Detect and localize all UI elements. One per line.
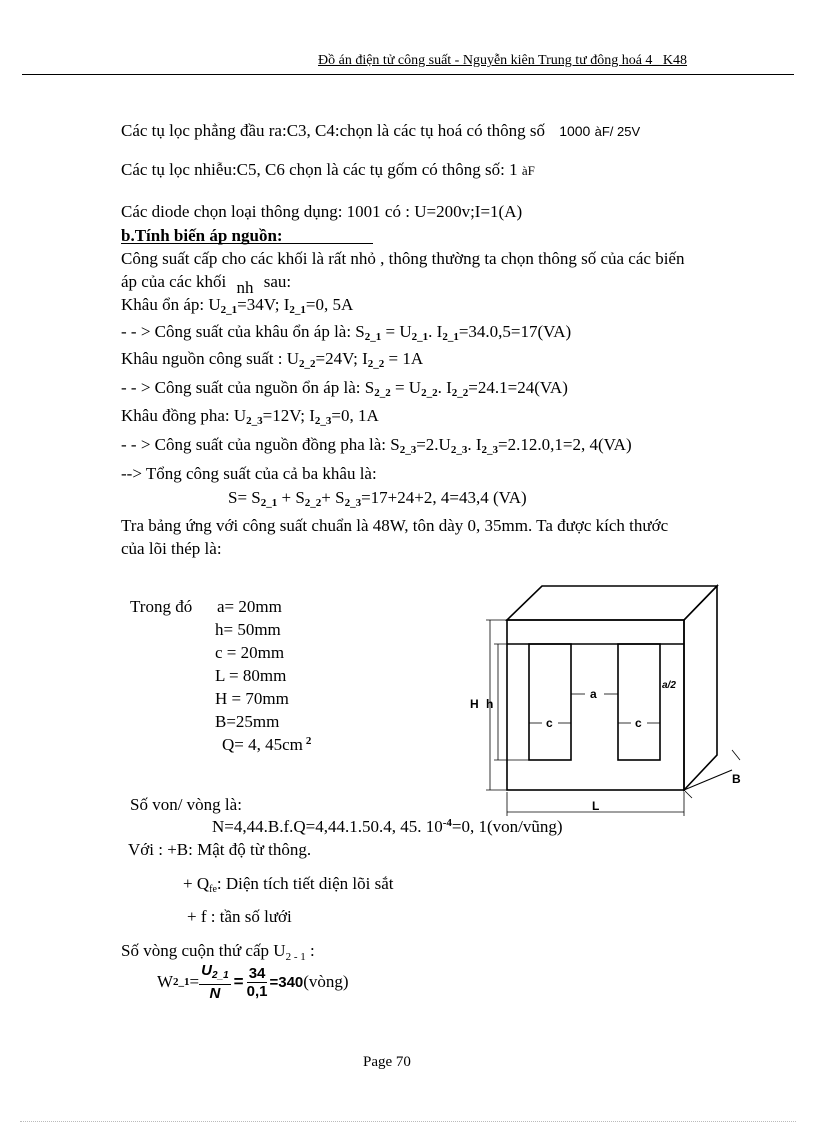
core-window-right xyxy=(618,644,660,760)
stage-regulator-i: =34V; I xyxy=(237,295,290,314)
text: =34.0,5=17(VA) xyxy=(458,322,572,341)
text: Khâu đồng pha: U xyxy=(121,406,247,425)
eq-sign-3: = xyxy=(269,973,279,991)
text: . I xyxy=(437,378,452,397)
stage-regulator-power xyxy=(121,322,571,343)
secondary-turns-sub: 2 - 1 xyxy=(285,951,306,963)
param-intro: Trong đó xyxy=(130,597,193,616)
text: =12V; I xyxy=(262,406,315,425)
text: . I xyxy=(428,322,443,341)
eq-result: 340 xyxy=(278,973,304,991)
page-number: Page 70 xyxy=(363,1054,411,1070)
frac2-num: 34 xyxy=(247,965,268,983)
text: =24V; I xyxy=(315,349,368,368)
core-window-left xyxy=(529,644,571,760)
secondary-turns-heading xyxy=(121,941,315,963)
fig-label-B: B xyxy=(732,772,741,786)
line-output-caps xyxy=(121,121,640,141)
eq-sign-2: = xyxy=(233,972,244,991)
param-L: L = 80mm xyxy=(215,666,287,685)
frac2-den: 0,1 xyxy=(246,982,268,1000)
sub: 2_3 xyxy=(344,497,362,509)
text: =2.U xyxy=(416,435,451,454)
eq-sign: = xyxy=(189,972,200,991)
where-Q-symbol: + Q xyxy=(183,874,210,893)
fraction-U-over-N xyxy=(199,962,231,1002)
text: - - > Công suất của nguồn ổn áp là: S xyxy=(121,378,375,397)
where-f: + f : tần số lưới xyxy=(187,907,292,926)
formula-N-exp: -4 xyxy=(442,817,452,829)
sub: 2_3 xyxy=(246,415,263,427)
sub: 2_1 xyxy=(220,304,238,316)
fig-label-L: L xyxy=(592,799,600,813)
fraction-34-over-01 xyxy=(247,965,268,1000)
para-power-2 xyxy=(121,272,292,297)
fig-label-a-half: a/2 xyxy=(662,680,676,691)
sub: 2_2 xyxy=(421,387,438,399)
core-depth-line xyxy=(684,770,732,790)
header-rule xyxy=(22,74,794,75)
eq-W: W xyxy=(157,972,174,991)
text: = 1A xyxy=(384,349,424,368)
output-caps-unit: àF/ 25V xyxy=(594,124,641,139)
text: - - > Công suất của nguồn đồng pha là: S xyxy=(121,435,400,454)
turns-equation xyxy=(157,962,349,1002)
table-lookup-2: của lõi thép là: xyxy=(121,539,222,558)
where-Q-text: : Diện tích tiết diện lõi sắt xyxy=(216,874,394,893)
core-side-face xyxy=(684,586,717,790)
text: =17+24+2, 4=43,4 (VA) xyxy=(361,488,527,507)
param-Q-sup: 2 xyxy=(305,735,312,747)
stage-regulator-ival: =0, 5A xyxy=(305,295,354,314)
sub: 2_1 xyxy=(364,331,382,343)
sub: 2_2 xyxy=(374,387,391,399)
section-heading: b.Tính biến áp nguồn: xyxy=(121,226,283,245)
core-front-face xyxy=(507,620,684,790)
output-caps-value: 1000 xyxy=(559,123,591,139)
total-sum xyxy=(228,488,527,509)
sub: 2_3 xyxy=(314,415,332,427)
eq-W-sub: 2_1 xyxy=(173,976,190,988)
fig-label-c-right: c xyxy=(635,716,642,730)
param-Q xyxy=(222,735,311,755)
frac-num-U: U xyxy=(201,962,212,979)
sub: 2_2 xyxy=(299,358,316,370)
param-Q-value: Q= 4, 45cm xyxy=(222,735,303,754)
formula-N-result: =0, 1(von/vũng) xyxy=(451,817,563,836)
volts-per-turn-formula xyxy=(212,817,563,837)
param-a: a= 20mm xyxy=(217,597,282,616)
text: =0, 1A xyxy=(331,406,379,425)
table-lookup-1: Tra bảng ứng với công suất chuẩn là 48W, tôn dày 0, 35mm. Ta được kích thước xyxy=(121,516,669,535)
secondary-turns-colon: : xyxy=(305,941,315,960)
eq-unit: (vòng) xyxy=(303,972,349,991)
line-noise-caps xyxy=(121,160,535,180)
stage-sync xyxy=(121,406,379,427)
where-Q-sub: fe xyxy=(209,884,217,895)
sub: 2_1 xyxy=(260,497,278,509)
section-underline xyxy=(121,243,373,244)
core-top-face xyxy=(507,586,717,620)
formula-N: N=4,44.B.f.Q=4,44.1.50.4, 45. 10 xyxy=(212,817,443,836)
sub: 2_2 xyxy=(451,387,469,399)
sub: 2_2 xyxy=(367,358,385,370)
where-B: Với : +B: Mật độ từ thông. xyxy=(128,840,312,859)
fig-label-a: a xyxy=(590,687,597,701)
text: =24.1=24(VA) xyxy=(468,378,568,397)
volts-per-turn-heading: Số von/ vòng là: xyxy=(130,795,242,814)
text: =2.12.0,1=2, 4(VA) xyxy=(498,435,632,454)
secondary-turns-text: Số vòng cuộn thứ cấp U xyxy=(121,941,286,960)
stage-power-source xyxy=(121,349,423,370)
text: S= S xyxy=(228,488,261,507)
text: . I xyxy=(467,435,482,454)
frac-num-sub: 2_1 xyxy=(211,970,229,981)
sub: 2_1 xyxy=(289,304,306,316)
sub: 2_3 xyxy=(450,444,468,456)
para-power-2-sub: nh xyxy=(236,278,254,297)
para-power-2-end: sau: xyxy=(263,272,292,291)
stage-sync-power xyxy=(121,435,632,456)
text: = U xyxy=(381,322,412,341)
text: Khâu nguồn công suất : U xyxy=(121,349,300,368)
text: + S xyxy=(321,488,345,507)
text: + S xyxy=(277,488,305,507)
sub: 2_1 xyxy=(442,331,459,343)
sub: 2_3 xyxy=(481,444,499,456)
param-h: h= 50mm xyxy=(215,620,281,639)
sub: 2_2 xyxy=(304,497,322,509)
running-header: Đồ án điện tử công suất - Nguyễn kiên Trung tư đông hoá 4_ K48 xyxy=(318,53,688,68)
text: = U xyxy=(390,378,422,397)
noise-caps-text: Các tụ lọc nhiễu:C5, C6 chọn là các tụ gốm có thông số: 1 xyxy=(121,160,518,179)
fig-label-H: H xyxy=(470,697,479,711)
param-B: B=25mm xyxy=(215,712,280,731)
line-diodes: Các diode chọn loại thông dụng: 1001 có : U=200v;I=1(A) xyxy=(121,202,523,221)
para-power-2-text: áp của các khối xyxy=(121,272,227,291)
stage-regulator xyxy=(121,295,353,316)
sub: 2_3 xyxy=(399,444,417,456)
output-caps-text: Các tụ lọc phẳng đầu ra:C3, C4:chọn là các tụ hoá có thông số xyxy=(121,121,545,140)
sub: 2_1 xyxy=(411,331,429,343)
total-heading: --> Tổng công suất của cả ba khâu là: xyxy=(121,464,377,483)
fig-label-h: h xyxy=(486,697,494,711)
param-H: H = 70mm xyxy=(215,689,289,708)
where-Q xyxy=(183,874,393,895)
param-c: c = 20mm xyxy=(215,643,285,662)
transformer-core-figure xyxy=(462,580,762,820)
frac-num xyxy=(199,962,231,985)
stage-regulator-u: Khâu ổn áp: U xyxy=(121,295,221,314)
stage-power-source-power xyxy=(121,378,568,399)
noise-caps-unit: àF xyxy=(521,163,535,178)
para-power-1: Công suất cấp cho các khối là rất nhỏ , thông thường ta chọn thông số của các biến xyxy=(121,249,685,268)
page-bottom-dots xyxy=(20,1121,796,1122)
text: - - > Công suất của khâu ổn áp là: S xyxy=(121,322,365,341)
frac-den: N xyxy=(209,985,221,1002)
fig-label-c-left: c xyxy=(546,716,553,730)
